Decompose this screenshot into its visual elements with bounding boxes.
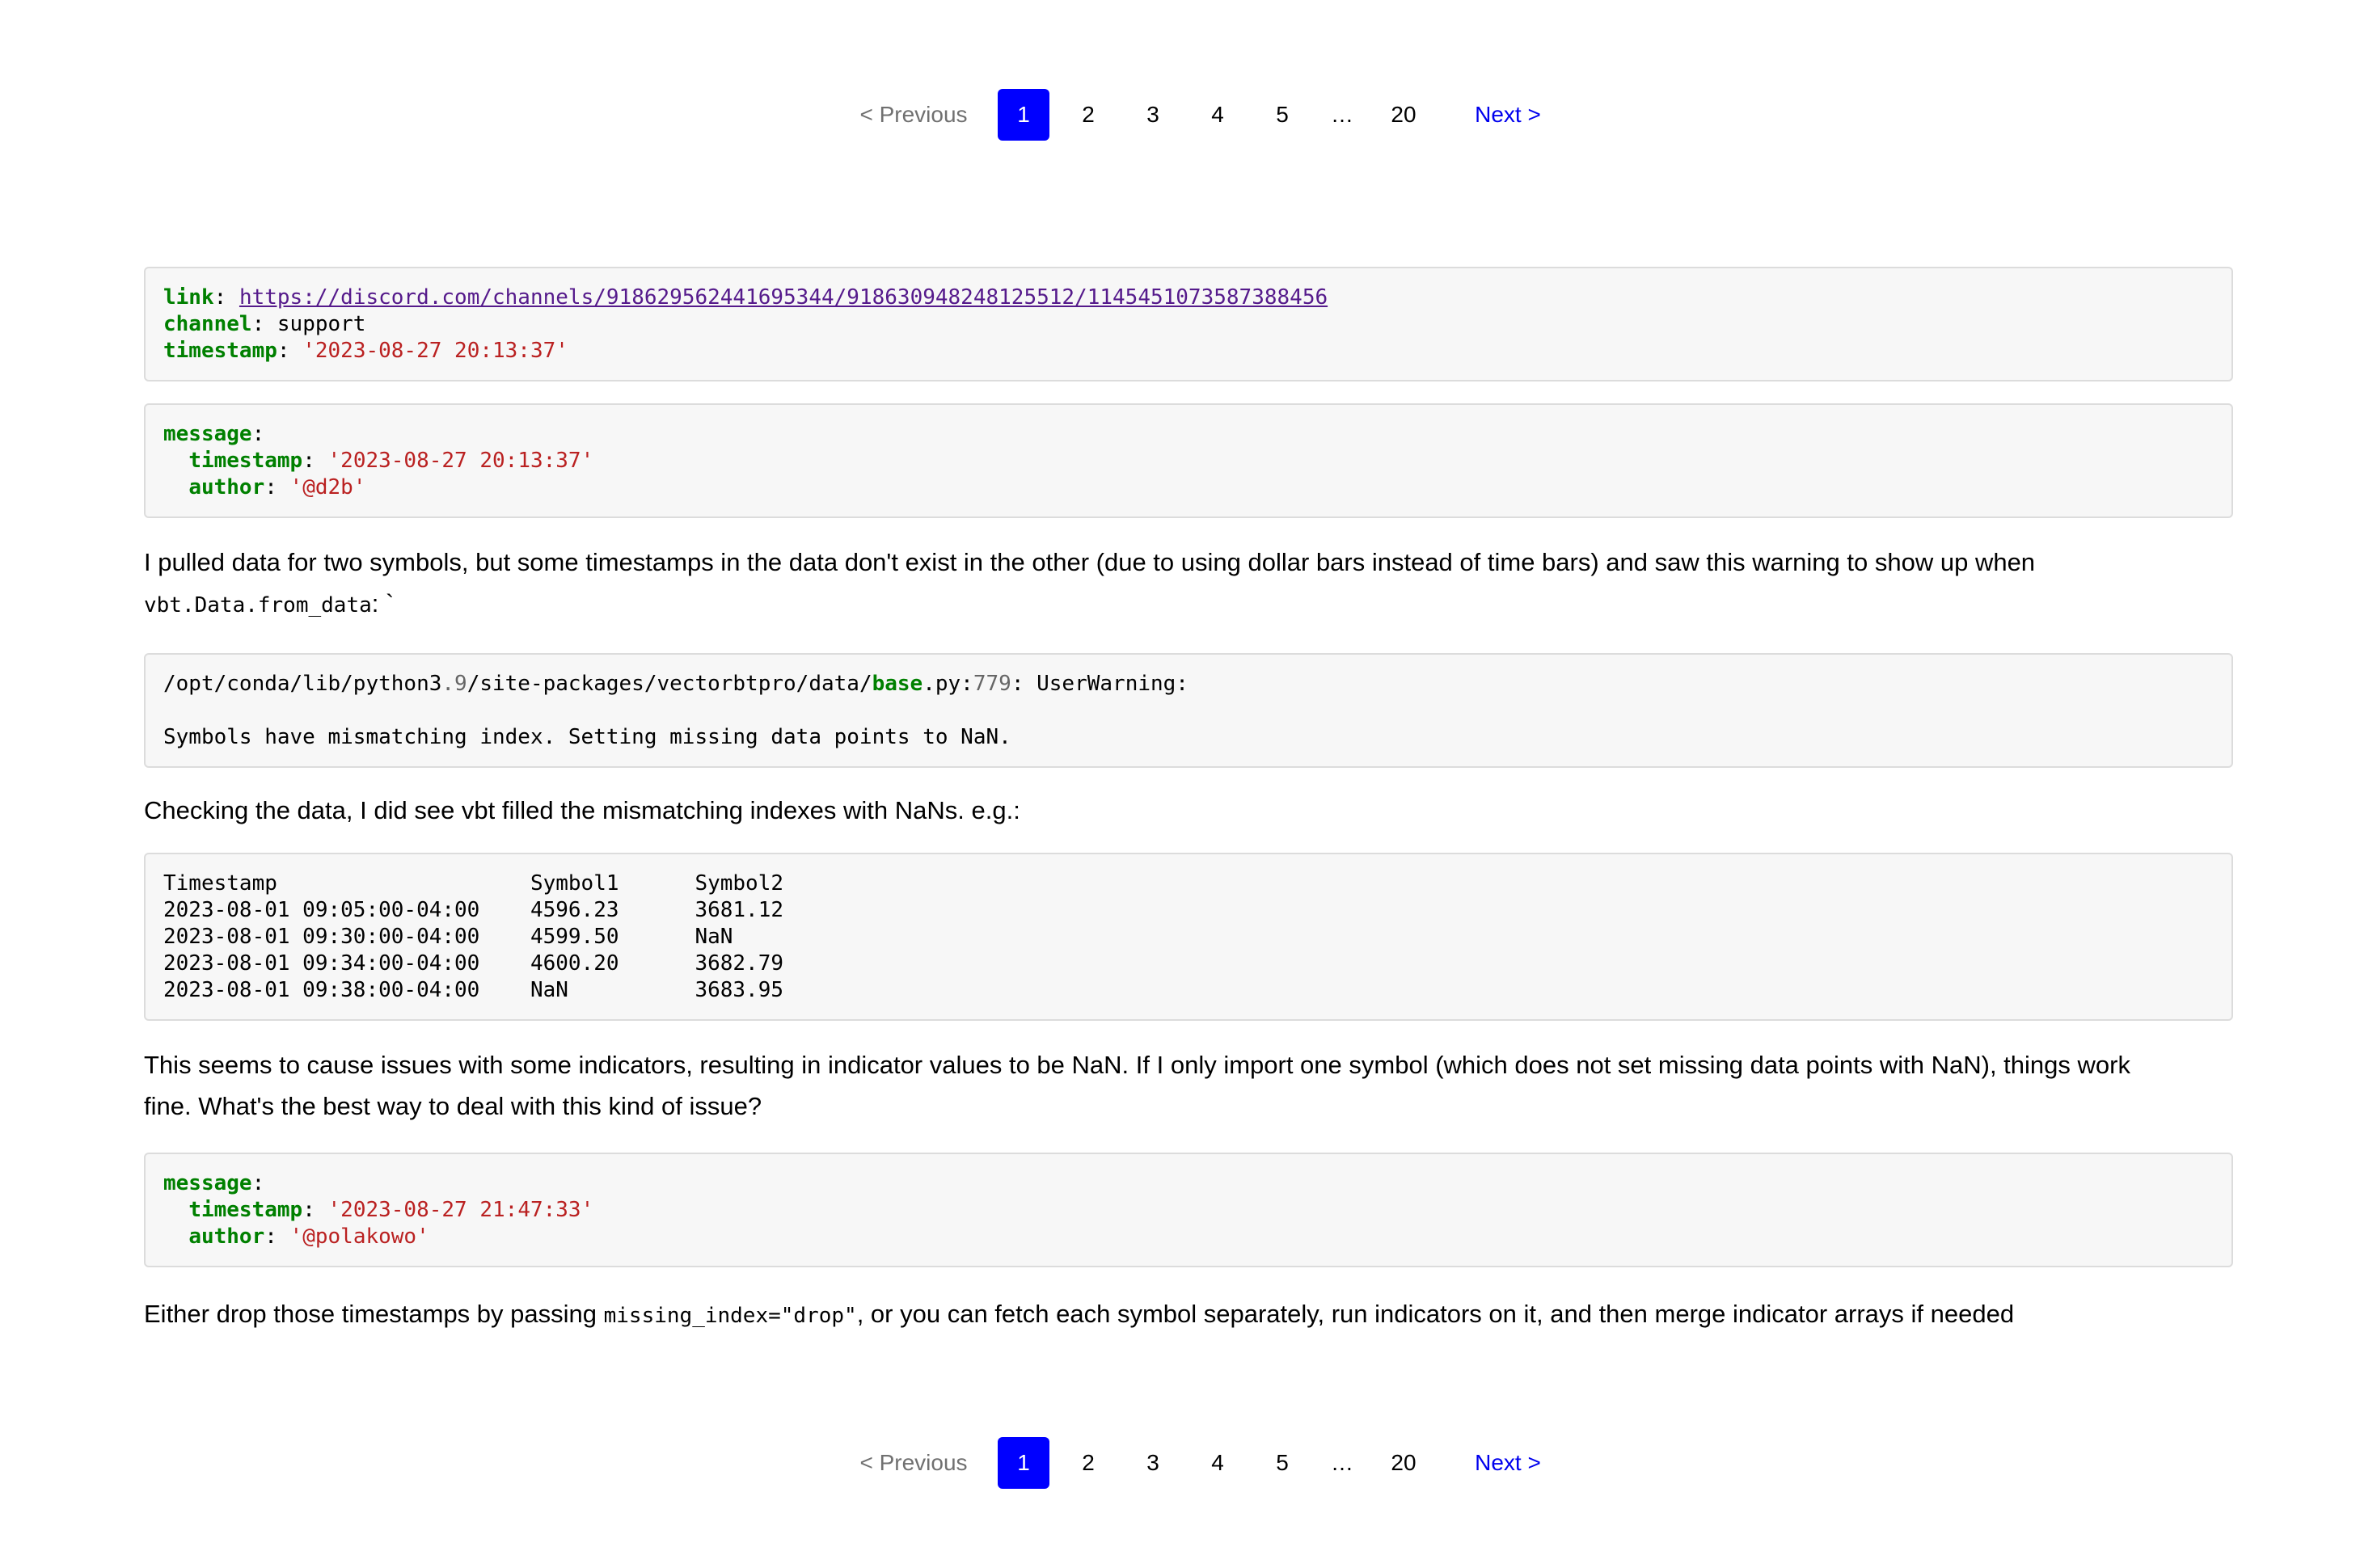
warning-message: Symbols have mismatching index. Setting missing data points to NaN. — [163, 725, 1011, 749]
table-row: 2023-08-01 09:38:00-04:00 NaN 3683.95 — [163, 978, 784, 1002]
message-block-1: message: timestamp: '2023-08-27 20:13:37' author: '@d2b' — [144, 403, 2233, 518]
page-4-button[interactable]: 4 — [1211, 1450, 1224, 1475]
warning-type: : UserWarning: — [1011, 672, 1188, 696]
warning-code-block — [144, 653, 2233, 768]
message-block-2: message: timestamp: '2023-08-27 21:47:33' author: '@polakowo' — [144, 1153, 2233, 1267]
message-timestamp-key: timestamp — [188, 449, 303, 473]
page-2-button[interactable]: 2 — [1082, 102, 1095, 127]
inline-code: vbt.Data.from_data — [144, 593, 372, 618]
paragraph-text: , or you can fetch each symbol separately, run indicators on it, and then merge indicator arrays if needed — [856, 1300, 2015, 1328]
page-2-button[interactable]: 2 — [1082, 1450, 1095, 1475]
page-4-button[interactable]: 4 — [1211, 102, 1224, 127]
message-paragraph-1 — [144, 542, 2246, 626]
message-timestamp-value: '2023-08-27 21:47:33' — [327, 1198, 594, 1222]
discord-link[interactable]: https://discord.com/channels/918629562441695344/918630948248125512/1145451073587388456 — [239, 285, 1328, 310]
table-row: 2023-08-01 09:30:00-04:00 4599.50 NaN — [163, 925, 733, 949]
author-value: '@d2b' — [289, 475, 366, 499]
data-table-block — [144, 853, 2233, 1021]
channel-value: support — [277, 312, 366, 336]
previous-page-link[interactable]: < Previous — [859, 102, 968, 127]
paragraph-line: This seems to cause issues with some indicators, resulting in indicator values to be NaN. If I only import one symbol (which does not set missing data points with NaN), things work — [144, 1051, 2130, 1079]
path-version: .9 — [441, 672, 467, 696]
message-paragraph-4 — [144, 1293, 2246, 1337]
paragraph-tail: : ` — [371, 589, 395, 618]
page-3-button[interactable]: 3 — [1146, 102, 1159, 127]
path-line-number: 779 — [973, 672, 1011, 696]
page-20-button[interactable]: 20 — [1391, 102, 1416, 127]
table-row: 2023-08-01 09:34:00-04:00 4600.20 3682.79 — [163, 951, 784, 976]
next-page-link[interactable]: Next > — [1475, 1450, 1541, 1475]
pagination-top — [0, 89, 2377, 141]
link-key: link — [163, 285, 214, 310]
table-row: 2023-08-01 09:05:00-04:00 4596.23 3681.12 — [163, 898, 784, 922]
paragraph-text: I pulled data for two symbols, but some timestamps in the data don't exist in the other (due to using dollar bars instead of time bars) and saw this warning to show up when — [144, 548, 2036, 576]
pagination-ellipsis: … — [1331, 1450, 1353, 1475]
paragraph-line: fine. What's the best way to deal with this kind of issue? — [144, 1092, 762, 1120]
page-3-button[interactable]: 3 — [1146, 1450, 1159, 1475]
path-part: /site-packages/vectorbtpro/data/ — [467, 672, 872, 696]
meta-block: link: https://discord.com/channels/918629562441695344/918630948248125512/1145451073587388456 channel: support timestamp: '2023-08-27 20:13:37' — [144, 267, 2233, 381]
message-paragraph-3 — [144, 1044, 2246, 1127]
page-20-button[interactable]: 20 — [1391, 1450, 1416, 1475]
previous-page-link[interactable]: < Previous — [859, 1450, 968, 1475]
channel-key: channel — [163, 312, 252, 336]
message-timestamp-key: timestamp — [188, 1198, 303, 1222]
message-timestamp-value: '2023-08-27 20:13:37' — [327, 449, 594, 473]
page-1-button[interactable]: 1 — [998, 1437, 1049, 1489]
table-header: Timestamp Symbol1 Symbol2 — [163, 871, 784, 896]
path-ext: .py: — [923, 672, 973, 696]
author-key: author — [188, 475, 265, 499]
page-1-button[interactable]: 1 — [998, 89, 1049, 141]
path-module: base — [872, 672, 923, 696]
paragraph-text: Checking the data, I did see vbt filled the mismatching indexes with NaNs. e.g.: — [144, 796, 1020, 824]
timestamp-key: timestamp — [163, 339, 277, 363]
page-5-button[interactable]: 5 — [1276, 1450, 1289, 1475]
path-part: /opt/conda/lib/python3 — [163, 672, 442, 696]
page-5-button[interactable]: 5 — [1276, 102, 1289, 127]
author-value: '@polakowo' — [289, 1224, 429, 1249]
pagination-bottom — [0, 1437, 2377, 1489]
message-key: message — [163, 422, 252, 446]
pagination-ellipsis: … — [1331, 102, 1353, 127]
paragraph-text: Either drop those timestamps by passing — [144, 1300, 597, 1328]
author-key: author — [188, 1224, 265, 1249]
message-paragraph-2 — [144, 790, 2246, 831]
timestamp-value: '2023-08-27 20:13:37' — [302, 339, 568, 363]
inline-code: missing_index="drop" — [603, 1304, 857, 1328]
message-key: message — [163, 1171, 252, 1195]
next-page-link[interactable]: Next > — [1475, 102, 1541, 127]
